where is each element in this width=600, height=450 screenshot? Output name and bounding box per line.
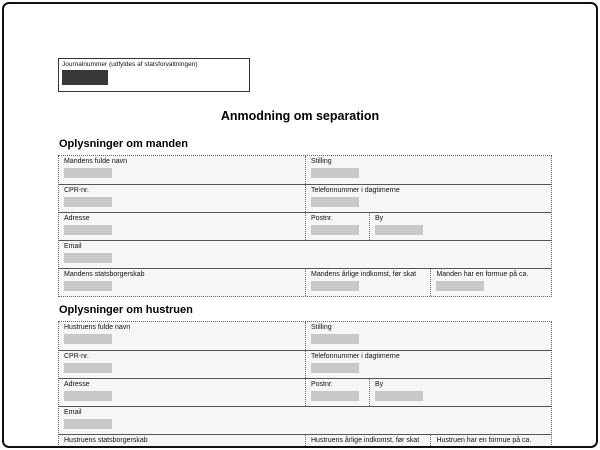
input-field[interactable] <box>64 197 112 207</box>
input-field[interactable] <box>64 281 112 291</box>
form-cell <box>59 185 305 212</box>
form-cell <box>59 435 305 448</box>
form-cell <box>305 322 551 350</box>
field-label: Stilling <box>311 158 332 165</box>
field-label: CPR-nr. <box>64 353 89 360</box>
input-field[interactable] <box>375 225 423 235</box>
form-cell <box>305 213 369 240</box>
form-cell <box>59 269 305 296</box>
field-label: Adresse <box>64 215 90 222</box>
table-row <box>59 350 551 378</box>
field-label: Stilling <box>311 324 332 331</box>
input-field[interactable] <box>64 391 112 401</box>
journal-number-field[interactable] <box>62 70 108 85</box>
form-cell <box>305 435 430 448</box>
form-table <box>58 155 552 297</box>
field-label: Postnr. <box>311 381 333 388</box>
form-cell <box>59 379 305 406</box>
input-field[interactable] <box>311 334 359 344</box>
journal-number-box <box>58 58 250 92</box>
input-field[interactable] <box>311 391 359 401</box>
table-row <box>59 378 551 406</box>
form-cell <box>305 156 551 184</box>
document-page <box>2 2 598 448</box>
input-field[interactable] <box>64 363 112 373</box>
field-label: Mandens fulde navn <box>64 158 128 165</box>
form-cell <box>59 407 551 434</box>
field-label: CPR-nr. <box>64 187 89 194</box>
table-row <box>59 322 551 350</box>
form-cell <box>369 213 551 240</box>
section-heading: Oplysninger om manden <box>59 138 188 150</box>
input-field[interactable] <box>64 168 112 178</box>
input-field[interactable] <box>311 363 359 373</box>
input-field[interactable] <box>311 197 359 207</box>
field-label: Email <box>64 409 82 416</box>
field-label: Email <box>64 243 82 250</box>
form-cell <box>59 241 551 268</box>
form-cell <box>305 379 369 406</box>
form-cell <box>430 435 551 448</box>
form-table <box>58 321 552 448</box>
field-label: Telefonnummer i dagtimerne <box>311 353 400 360</box>
form-cell <box>430 269 551 296</box>
table-row <box>59 156 551 184</box>
input-field[interactable] <box>436 281 484 291</box>
input-field[interactable] <box>64 419 112 429</box>
form-cell <box>59 156 305 184</box>
input-field[interactable] <box>311 447 359 448</box>
form-title: Anmodning om separation <box>220 109 380 123</box>
table-row <box>59 240 551 268</box>
journal-number-label: Journalnummer (udfyldes af statsforvaltningen) <box>62 61 198 68</box>
form-cell <box>305 351 551 378</box>
table-row <box>59 184 551 212</box>
input-field[interactable] <box>311 225 359 235</box>
form-cell <box>305 185 551 212</box>
field-label: By <box>374 381 384 388</box>
table-row <box>59 268 551 296</box>
field-label: Postnr. <box>311 215 333 222</box>
input-field[interactable] <box>375 391 423 401</box>
input-field[interactable] <box>64 225 112 235</box>
form-cell <box>59 322 305 350</box>
section-hustruen <box>58 304 552 448</box>
field-label: Hustruen har en formue på ca. <box>436 437 532 444</box>
field-label: Hustruens fulde navn <box>64 324 131 331</box>
table-row <box>59 406 551 434</box>
form-cell <box>369 379 551 406</box>
section-heading: Oplysninger om hustruen <box>59 304 193 316</box>
field-label: Adresse <box>64 381 90 388</box>
field-label: Hustruens statsborgerskab <box>64 437 148 444</box>
input-field[interactable] <box>311 281 359 291</box>
field-label: Telefonnummer i dagtimerne <box>311 187 400 194</box>
form-cell <box>59 213 305 240</box>
field-label: Mandens statsborgerskab <box>64 271 145 278</box>
input-field[interactable] <box>64 334 112 344</box>
section-manden <box>58 138 552 297</box>
table-row <box>59 434 551 448</box>
input-field[interactable] <box>311 168 359 178</box>
form-cell <box>305 269 430 296</box>
table-row <box>59 212 551 240</box>
input-field[interactable] <box>436 447 484 448</box>
form-cell <box>59 351 305 378</box>
field-label: Mandens årlige indkomst, før skat <box>311 271 417 278</box>
field-label: Manden har en formue på ca. <box>436 271 529 278</box>
field-label: Hustruens årlige indkomst, før skat <box>311 437 420 444</box>
field-label: By <box>374 215 384 222</box>
input-field[interactable] <box>64 447 112 448</box>
input-field[interactable] <box>64 253 112 263</box>
